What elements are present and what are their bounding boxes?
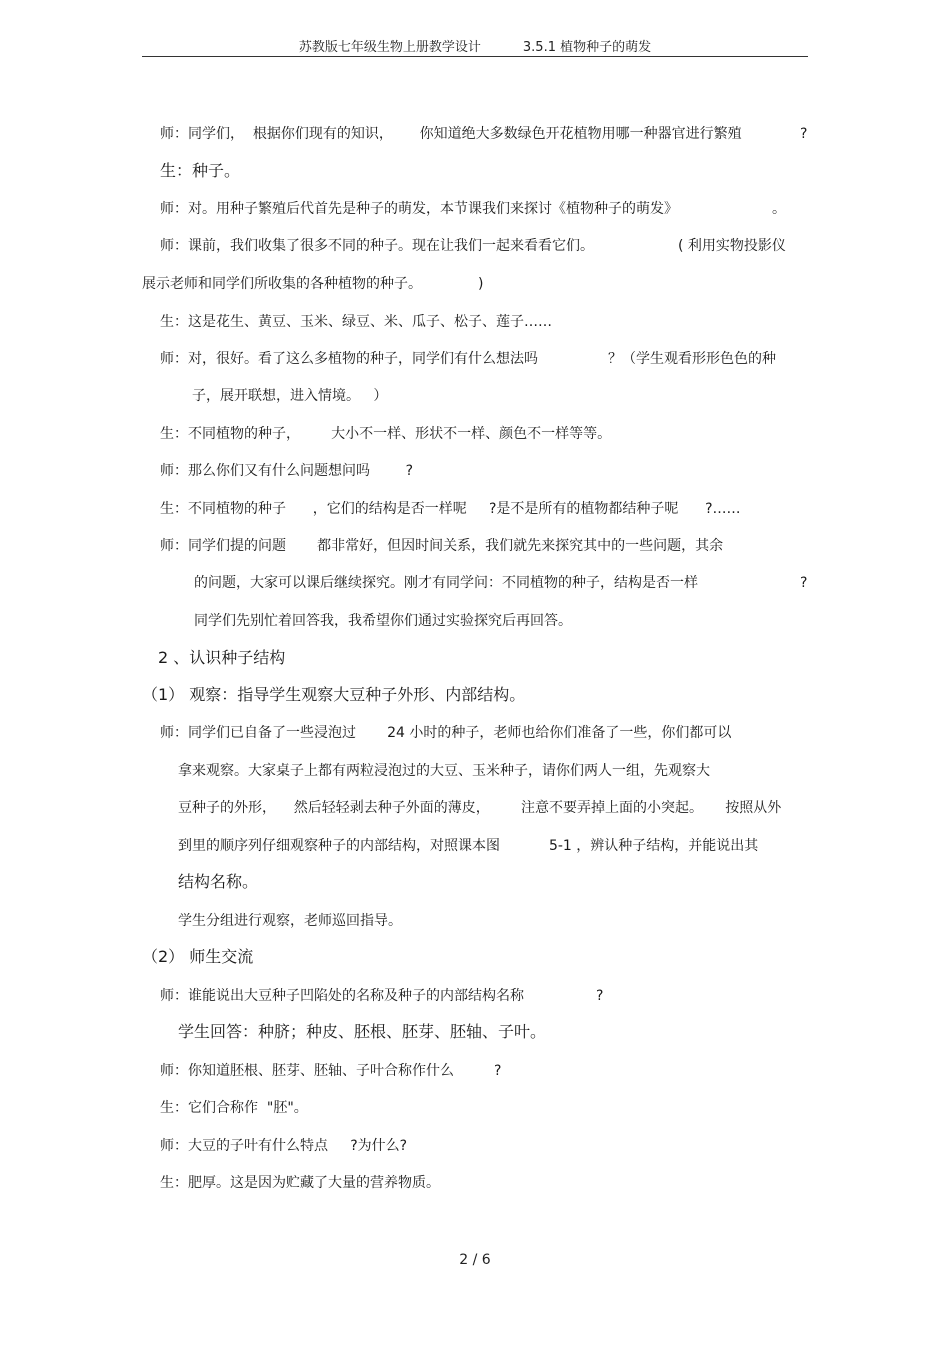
dialogue-line: 生：不同植物的种子， 大小不一样、形状不一样、颜色不一样等等。	[160, 426, 612, 442]
dialogue-line: 学生回答：种脐；种皮、胚根、胚芽、胚轴、子叶。	[178, 1022, 547, 1041]
dialogue-line: 结构名称。	[178, 872, 259, 891]
header-section: 3.5.1 植物种子的萌发	[522, 40, 652, 55]
dialogue-line: 生：不同植物的种子 ，它们的结构是否一样呢 ?是不是所有的植物都结种子呢 ?……	[160, 501, 741, 517]
page-header	[142, 36, 808, 57]
dialogue-line: 师：那么你们又有什么问题想问吗 ?	[160, 463, 414, 479]
dialogue-line: 师：对。用种子繁殖后代首先是种子的萌发，本节课我们来探讨《植物种子的萌发》	[160, 201, 678, 217]
dialogue-line: ?	[800, 575, 808, 591]
dialogue-line: 生：种子。	[160, 161, 241, 180]
dialogue-line: 师：对，很好。看了这么多植物的种子，同学们有什么想法吗	[160, 351, 538, 367]
dialogue-line: 学生分组进行观察，老师巡回指导。	[178, 913, 402, 929]
dialogue-line: 同学们先别忙着回答我，我希望你们通过实验探究后再回答。	[194, 613, 572, 629]
dialogue-line: 师：同学们提的问题 都非常好，但因时间关系，我们就先来探究其中的一些问题，其余	[160, 538, 724, 554]
dialogue-line: 。	[772, 201, 786, 217]
dialogue-line: 师：课前，我们收集了很多不同的种子。现在让我们一起来看看它们。	[160, 238, 594, 254]
section-heading: 2 、认识种子结构	[158, 648, 286, 667]
dialogue-line: 子，展开联想，进入情境。 ）	[192, 388, 388, 404]
dialogue-line: ?	[800, 126, 808, 142]
dialogue-line: )	[478, 276, 484, 292]
dialogue-line: ？（学生观看形形色色的种	[608, 351, 776, 367]
dialogue-line: 师：谁能说出大豆种子凹陷处的名称及种子的内部结构名称	[160, 988, 524, 1004]
dialogue-line: 生：肥厚。这是因为贮藏了大量的营养物质。	[160, 1175, 440, 1191]
dialogue-line: 师：你知道胚根、胚芽、胚轴、子叶合称作什么 ?	[160, 1063, 502, 1079]
dialogue-line: 的问题，大家可以课后继续探究。刚才有同学问：不同植物的种子，结构是否一样	[194, 575, 698, 591]
dialogue-line: 师：同学们， 根据你们现有的知识， 你知道绝大多数绿色开花植物用哪一种器官进行繁殖	[160, 126, 742, 142]
dialogue-line: 到里的顺序列仔细观察种子的内部结构，对照课本图 5-1 ，辨认种子结构，并能说出其	[178, 838, 759, 854]
dialogue-line: 生：这是花生、黄豆、玉米、绿豆、米、瓜子、松子、莲子……	[160, 314, 552, 330]
dialogue-line: 豆种子的外形， 然后轻轻剥去种子外面的薄皮， 注意不要弄掉上面的小突起。 按照从外	[178, 800, 782, 816]
dialogue-line: 拿来观察。大家桌子上都有两粒浸泡过的大豆、玉米种子，请你们两人一组，先观察大	[178, 763, 710, 779]
header-title: 苏教版七年级生物上册教学设计	[298, 40, 481, 55]
page-number: 2 / 6	[459, 1252, 491, 1268]
subsection-heading: （2） 师生交流	[142, 947, 254, 966]
dialogue-line: 展示老师和同学们所收集的各种植物的种子。	[142, 276, 422, 292]
subsection-heading: （1） 观察：指导学生观察大豆种子外形、内部结构。	[142, 685, 526, 704]
dialogue-line: 师：大豆的子叶有什么特点 ?为什么?	[160, 1138, 408, 1154]
dialogue-line: 生：它们合称作 "胚"。	[160, 1100, 308, 1116]
dialogue-line: ( 利用实物投影仪	[678, 238, 786, 254]
dialogue-line: 师：同学们已自备了一些浸泡过 24 小时的种子，老师也给你们准备了一些，你们都可以	[160, 725, 732, 741]
dialogue-line: ?	[596, 988, 604, 1004]
